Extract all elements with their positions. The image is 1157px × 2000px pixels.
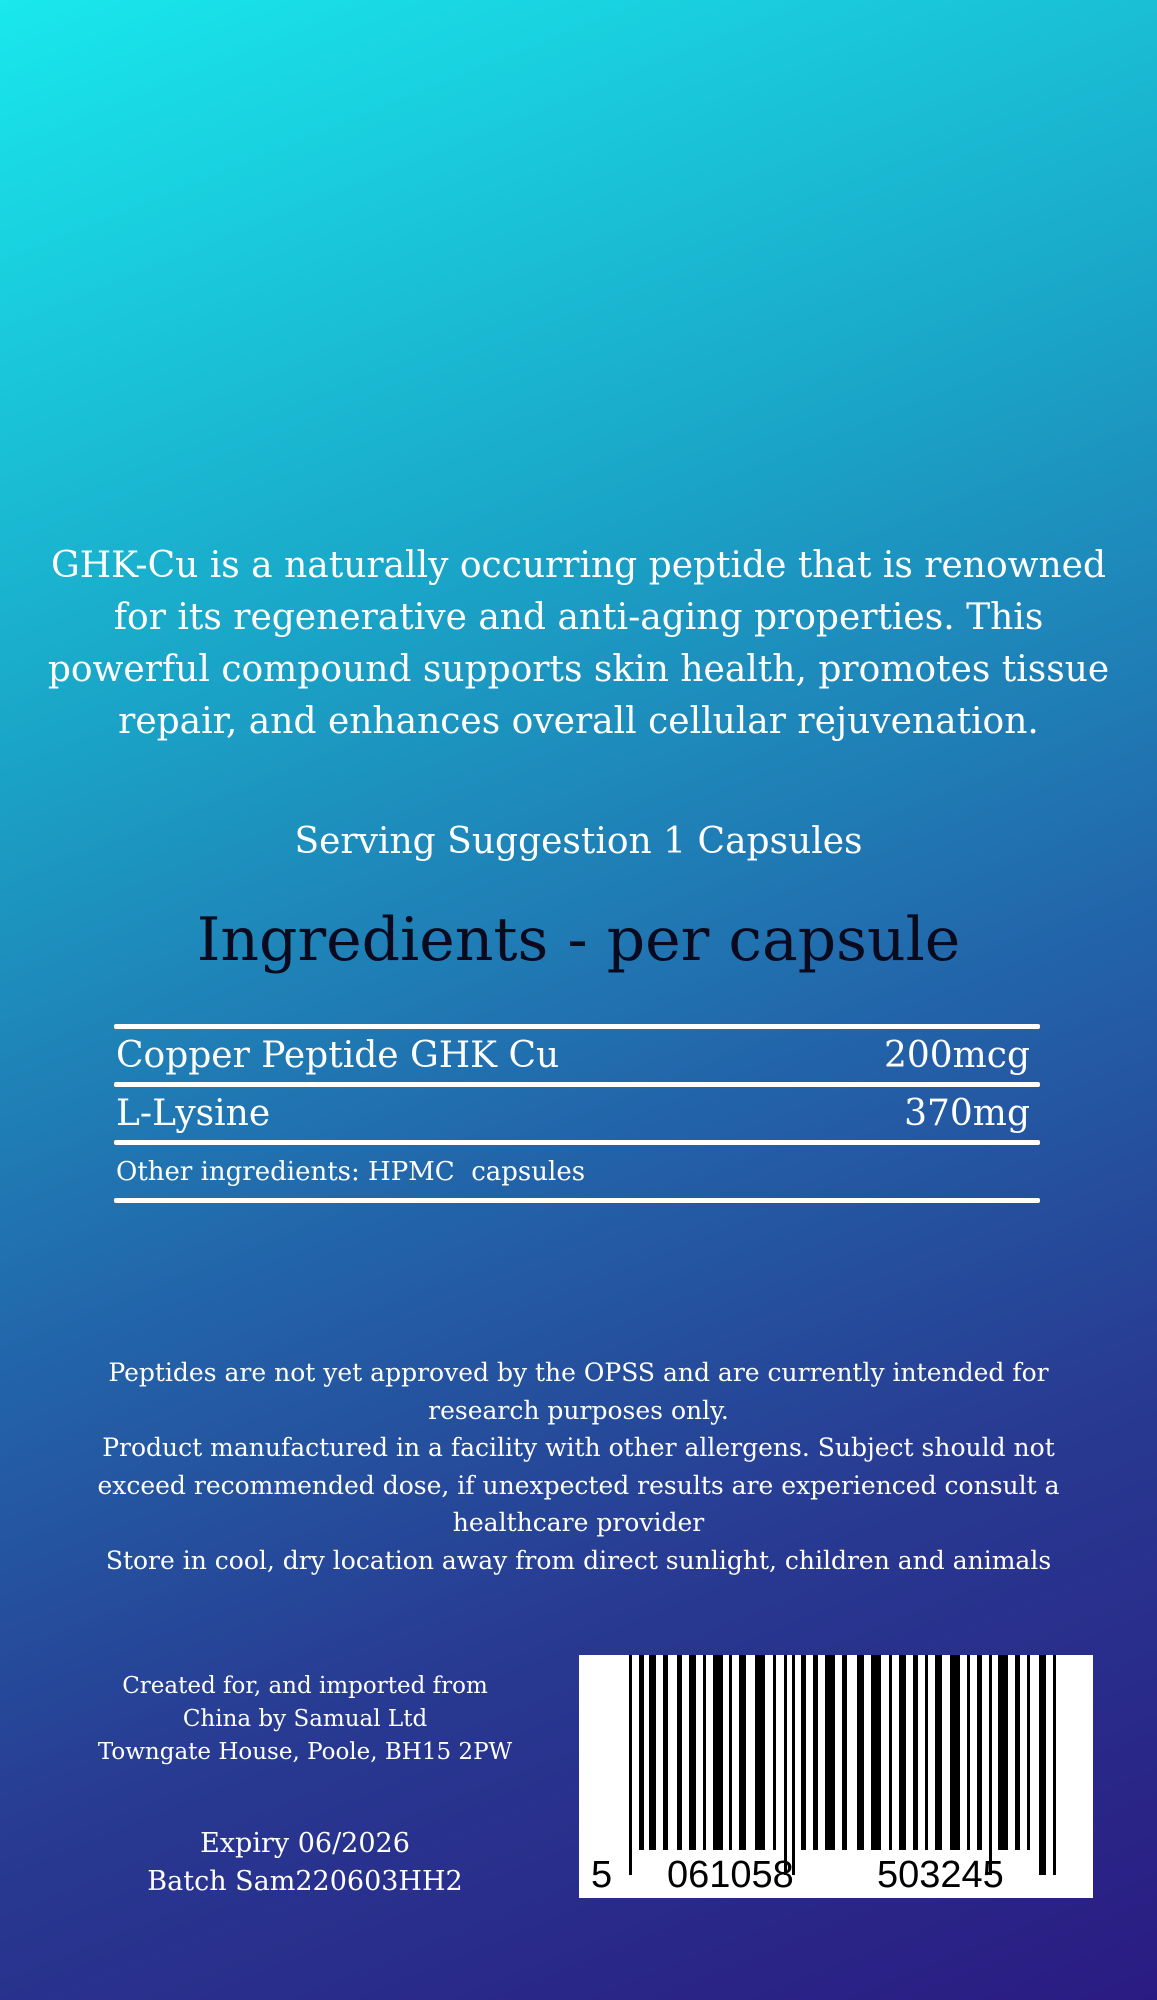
barcode-bar <box>913 1655 918 1850</box>
barcode-bar <box>813 1655 818 1850</box>
barcode-bar <box>773 1655 776 1850</box>
disclaimer-line: Peptides are not yet approved by the OPSS and are currently intended for research purposes only. <box>108 1358 1049 1425</box>
product-description: GHK-Cu is a naturally occurring peptide that is renowned for its regenerative and anti-aging properties. This powerful compound supports skin health, promotes tissue repair, and enhances overall cellular rejuvenation. <box>47 545 1110 742</box>
disclaimer-line: Product manufactured in a facility with other allergens. Subject should not exceed recommended dose, if unexpected results are experienced consult a healthcare provider <box>97 1433 1060 1537</box>
barcode-bar <box>663 1655 668 1850</box>
batch-number: Batch Sam220603HH2 <box>147 1866 463 1897</box>
barcode-left-group: 061058 <box>667 1854 794 1896</box>
barcode-graphic <box>579 1655 1093 1898</box>
barcode-bar <box>857 1655 864 1850</box>
other-ingredients-row <box>114 1145 1040 1198</box>
barcode-bar <box>977 1655 982 1850</box>
barcode-bar <box>1053 1655 1056 1875</box>
barcode-bar <box>784 1655 787 1875</box>
barcode-bar <box>889 1655 892 1850</box>
ingredient-amount: 200mcg <box>883 1035 1030 1076</box>
barcode-bar <box>925 1655 928 1850</box>
barcode-bar <box>703 1655 706 1850</box>
importer-address <box>95 1670 515 1769</box>
barcode-bar <box>739 1655 746 1850</box>
barcode-bar <box>801 1655 806 1850</box>
barcode-bar <box>1027 1655 1030 1850</box>
ingredients-title: Ingredients - per capsule <box>196 905 961 975</box>
address-line: Towngate House, Poole, BH15 2PW <box>97 1739 513 1765</box>
ingredient-amount: 370mg <box>904 1093 1030 1134</box>
barcode-bar <box>792 1655 795 1875</box>
barcode <box>579 1655 1093 1898</box>
barcode-bars <box>629 1655 1056 1875</box>
barcode-bar <box>967 1655 970 1850</box>
ingredient-name: L-Lysine <box>116 1093 271 1134</box>
ingredient-row <box>114 1087 1040 1140</box>
table-divider <box>114 1198 1040 1203</box>
barcode-bar <box>842 1655 847 1850</box>
barcode-bar <box>729 1655 732 1850</box>
barcode-bar <box>713 1655 723 1850</box>
barcode-right-group: 503245 <box>877 1854 1004 1896</box>
barcode-bar <box>689 1655 696 1850</box>
ingredients-table <box>114 1024 1040 1203</box>
barcode-bar <box>950 1655 960 1850</box>
barcode-bar <box>649 1655 656 1850</box>
other-ingredients: Other ingredients: HPMC capsules <box>116 1156 586 1187</box>
address-line: China by Samual Ltd <box>182 1706 428 1732</box>
barcode-bar <box>639 1655 644 1850</box>
ingredient-name: Copper Peptide GHK Cu <box>116 1035 560 1076</box>
barcode-bar <box>1015 1655 1020 1850</box>
barcode-bar <box>989 1655 992 1875</box>
barcode-bar <box>755 1655 765 1850</box>
disclaimer-line: Store in cool, dry location away from direct sunlight, children and animals <box>105 1545 1052 1575</box>
address-line: Created for, and imported from <box>122 1673 488 1699</box>
barcode-bar <box>935 1655 942 1850</box>
expiry-batch <box>95 1825 515 1901</box>
barcode-bar <box>825 1655 835 1850</box>
barcode-bar <box>899 1655 906 1850</box>
expiry-date: Expiry 06/2026 <box>200 1828 410 1859</box>
barcode-bar <box>677 1655 682 1850</box>
barcode-bar <box>998 1655 1008 1850</box>
serving-suggestion: Serving Suggestion 1 Capsules <box>294 821 863 862</box>
barcode-bar <box>871 1655 881 1850</box>
barcode-bar <box>629 1655 632 1875</box>
ingredient-row <box>114 1029 1040 1082</box>
barcode-bar <box>1039 1655 1046 1875</box>
barcode-first-digit: 5 <box>591 1854 613 1896</box>
disclaimer <box>90 1354 1067 1579</box>
